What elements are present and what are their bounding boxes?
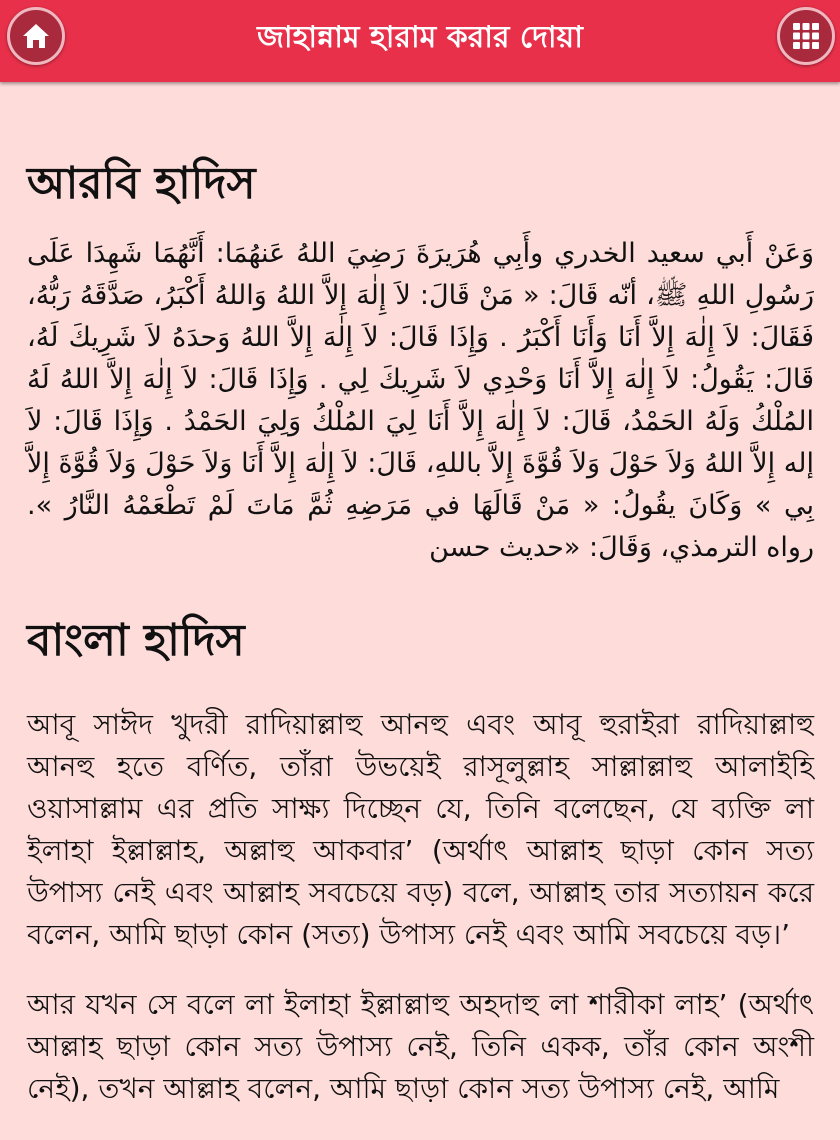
bangla-hadith-paragraph-2: আর যখন সে বলে লা ইলাহা ইল্লাল্লাহু অহদাহু লা শারীকা লাহ’ (অর্থাৎ আল্লাহ ছাড়া কোন সত্য উপাস্য নেই, তিনি একক, তাঁর কোন অংশী নেই), তখন আল্লাহ বলেন, আমি ছাড়া কোন সত্য উপাস্য নেই, আমি (27, 987, 814, 1105)
arabic-hadith-heading: আরবি হাদিস (27, 158, 256, 209)
bangla-section (27, 569, 814, 1110)
home-button[interactable] (7, 7, 65, 65)
arabic-section (27, 82, 814, 569)
arabic-hadith-text: وَعَنْ أَبي سعيد الخدري وأَبِي هُرَيرَةَ رَضِيَ اللهُ عَنهُمَا: أَنَّهُمَا شَهِدَا عَلَى رَسُولِ اللهِ ﷺ، أنّه قَالَ: « مَنْ قَالَ: لاَ إِلٰهَ إِلاَّ اللهُ وَاللهُ أَكْبَرُ، صَدَّقَهُ رَبُّهُ، فَقَالَ: لاَ إِلٰهَ إِلاَّ أَنَا وَأَنَا أَكْبَرُ . وَإِذَا قَالَ: لاَ إِلٰهَ إِلاَّ اللهُ وَحدَهُ لاَ شَرِيكَ لَهُ، قَالَ: يَقُولُ: لاَ إِلٰهَ إِلاَّ أَنَا وَحْدِي لاَ شَرِيكَ لِي . وَإِذَا قَالَ: لاَ إِلٰهَ إِلاَّ اللهُ لَهُ المُلْكُ وَلَهُ الحَمْدُ، قَالَ: لاَ إِلٰهَ إِلاَّ أَنَا لِيَ المُلْكُ وَلِيَ الحَمْدُ . وَإِذَا قَالَ: لاَ إله إِلاَّ اللهُ وَلاَ حَوْلَ وَلاَ قُوَّةَ إِلاَّ باللهِ، قَالَ: لاَ إِلٰهَ إِلاَّ أَنَا وَلاَ حَوْلَ وَلاَ قُوَّةَ إِلاَّ بِي » وَكَانَ يقُولُ: « مَنْ قَالَهَا في مَرَضِهِ ثُمَّ مَاتَ لَمْ تَطْعَمْهُ النَّارُ ». رواه الترمذي، وَقَالَ: «حديث حسن (27, 237, 814, 563)
bangla-hadith-heading: বাংলা হাদিস (27, 614, 245, 666)
app-bar (0, 0, 840, 82)
content-scroll-area[interactable] (0, 82, 840, 1140)
home-icon (21, 22, 51, 50)
menu-button[interactable] (777, 7, 835, 65)
page-title: জাহান্নাম হারাম করার দোয়া (257, 20, 583, 55)
content-body (0, 82, 840, 1110)
bangla-hadith-paragraph-1: আবূ সাঈদ খুদরী রাদিয়াল্লাহু আনহু এবং আবূ হুরাইরা রাদিয়াল্লাহু আনহু হতে বর্ণিত, তাঁরা উভয়েই রাসূলুল্লাহ সাল্লাল্লাহু আলাইহি ওয়াসাল্লাম এর প্রতি সাক্ষ্য দিচ্ছেন যে, তিনি বলেছেন, যে ব্যক্তি লা ইলাহা ইল্লাল্লাহ, অল্লাহু আকবার’ (অর্থাৎ আল্লাহ ছাড়া কোন সত্য উপাস্য নেই এবং আল্লাহ সবচেয়ে বড়) বলে, আল্লাহ তার সত্যায়ন করে বলেন, আমি ছাড়া কোন (সত্য) উপাস্য নেই এবং আমি সবচেয়ে বড়।’ (27, 707, 814, 951)
grid-menu-icon (792, 22, 820, 50)
